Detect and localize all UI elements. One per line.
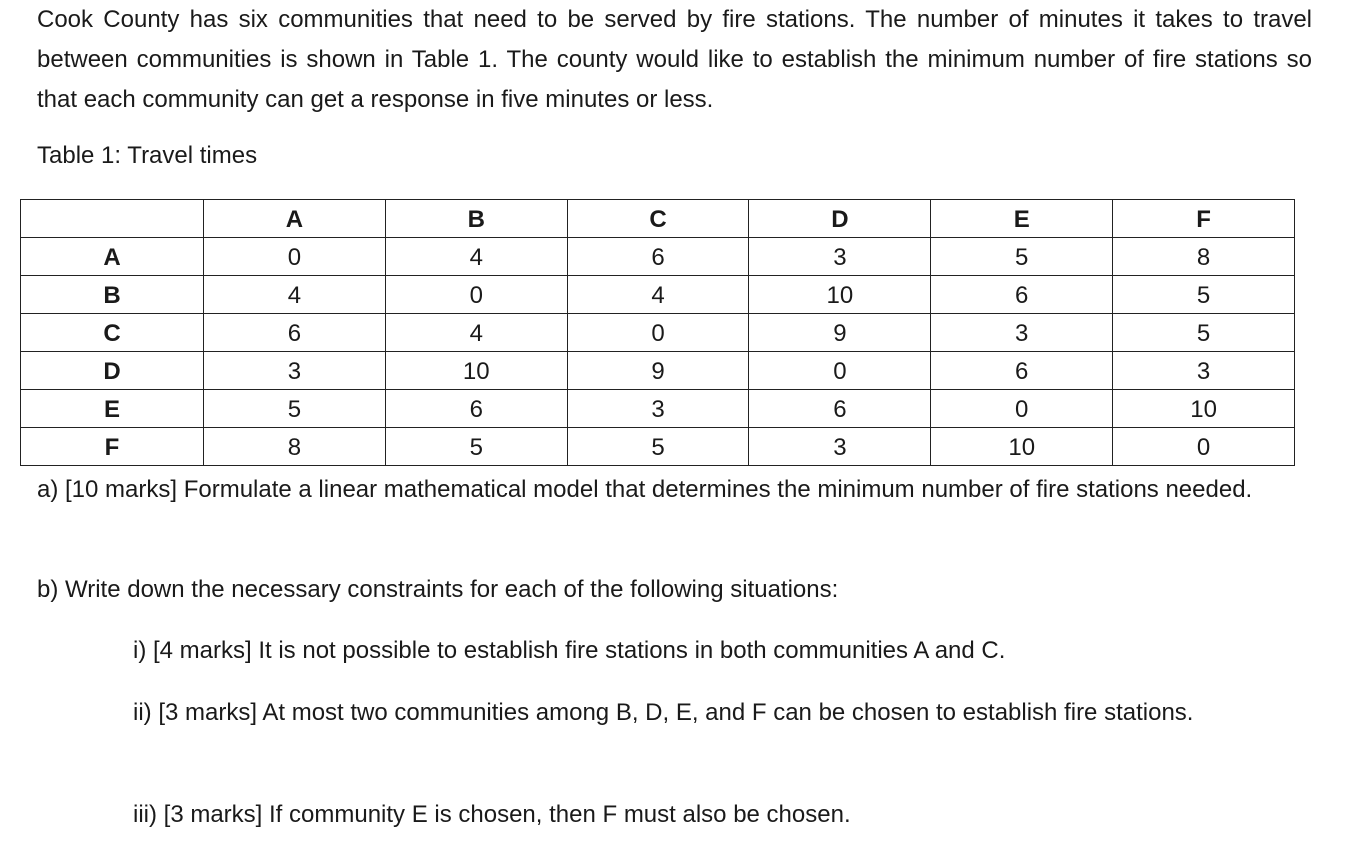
table-cell: 8 (204, 428, 386, 466)
table-cell: 6 (567, 238, 749, 276)
column-header: C (567, 200, 749, 238)
row-header: C (21, 314, 204, 352)
travel-times-table (20, 199, 1295, 466)
table-cell: 10 (1113, 390, 1295, 428)
table-cell: 4 (385, 314, 567, 352)
question-a: a) [10 marks] Formulate a linear mathematical model that determines the minimum number of fire stations needed. (37, 476, 1253, 503)
table-cell: 5 (1113, 276, 1295, 314)
table-cell: 4 (385, 238, 567, 276)
column-header: F (1113, 200, 1295, 238)
table-cell: 4 (204, 276, 386, 314)
table-row (21, 238, 1295, 276)
table-cell: 6 (204, 314, 386, 352)
table-row (21, 390, 1295, 428)
column-header: E (931, 200, 1113, 238)
table-cell: 5 (385, 428, 567, 466)
row-header: B (21, 276, 204, 314)
table-cell: 0 (385, 276, 567, 314)
question-b: b) Write down the necessary constraints for each of the following situations: (37, 576, 839, 603)
column-header: A (204, 200, 386, 238)
table-cell: 0 (204, 238, 386, 276)
question-b-iii: iii) [3 marks] If community E is chosen, then F must also be chosen. (133, 801, 851, 828)
table-row (21, 314, 1295, 352)
table-row (21, 352, 1295, 390)
table-header-row (21, 200, 1295, 238)
table-cell: 5 (931, 238, 1113, 276)
row-header: E (21, 390, 204, 428)
table-row (21, 428, 1295, 466)
column-header: D (749, 200, 931, 238)
table-cell: 3 (931, 314, 1113, 352)
table-cell: 3 (1113, 352, 1295, 390)
question-b-ii: ii) [3 marks] At most two communities among B, D, E, and F can be chosen to establish fire stations. (133, 699, 1194, 726)
table-cell: 6 (931, 276, 1113, 314)
table-cell: 5 (567, 428, 749, 466)
table-cell: 9 (749, 314, 931, 352)
column-header: B (385, 200, 567, 238)
problem-intro: Cook County has six communities that need to be served by fire stations. The number of minutes it takes to travel between communities is shown in Table 1. The county would like to establish the minimum number of fire stations so that each community can get a response in five minutes or less. (37, 6, 1312, 113)
row-header: D (21, 352, 204, 390)
table-cell: 3 (749, 428, 931, 466)
table-cell: 3 (749, 238, 931, 276)
table-cell: 6 (931, 352, 1113, 390)
table-cell: 10 (931, 428, 1113, 466)
table-cell: 5 (204, 390, 386, 428)
table-cell: 3 (567, 390, 749, 428)
table-cell: 5 (1113, 314, 1295, 352)
table-cell: 10 (749, 276, 931, 314)
table-row (21, 276, 1295, 314)
row-header: A (21, 238, 204, 276)
table-cell: 8 (1113, 238, 1295, 276)
table-cell: 10 (385, 352, 567, 390)
table-cell: 6 (749, 390, 931, 428)
table-cell: 0 (931, 390, 1113, 428)
table-caption: Table 1: Travel times (37, 142, 258, 169)
table-cell: 3 (204, 352, 386, 390)
row-header: F (21, 428, 204, 466)
table-cell: 0 (567, 314, 749, 352)
question-b-i: i) [4 marks] It is not possible to establish fire stations in both communities A and C. (133, 637, 1006, 664)
table-cell: 9 (567, 352, 749, 390)
table-cell: 0 (1113, 428, 1295, 466)
table-cell: 4 (567, 276, 749, 314)
table-cell: 0 (749, 352, 931, 390)
table-cell: 6 (385, 390, 567, 428)
table-corner-cell (21, 200, 204, 238)
